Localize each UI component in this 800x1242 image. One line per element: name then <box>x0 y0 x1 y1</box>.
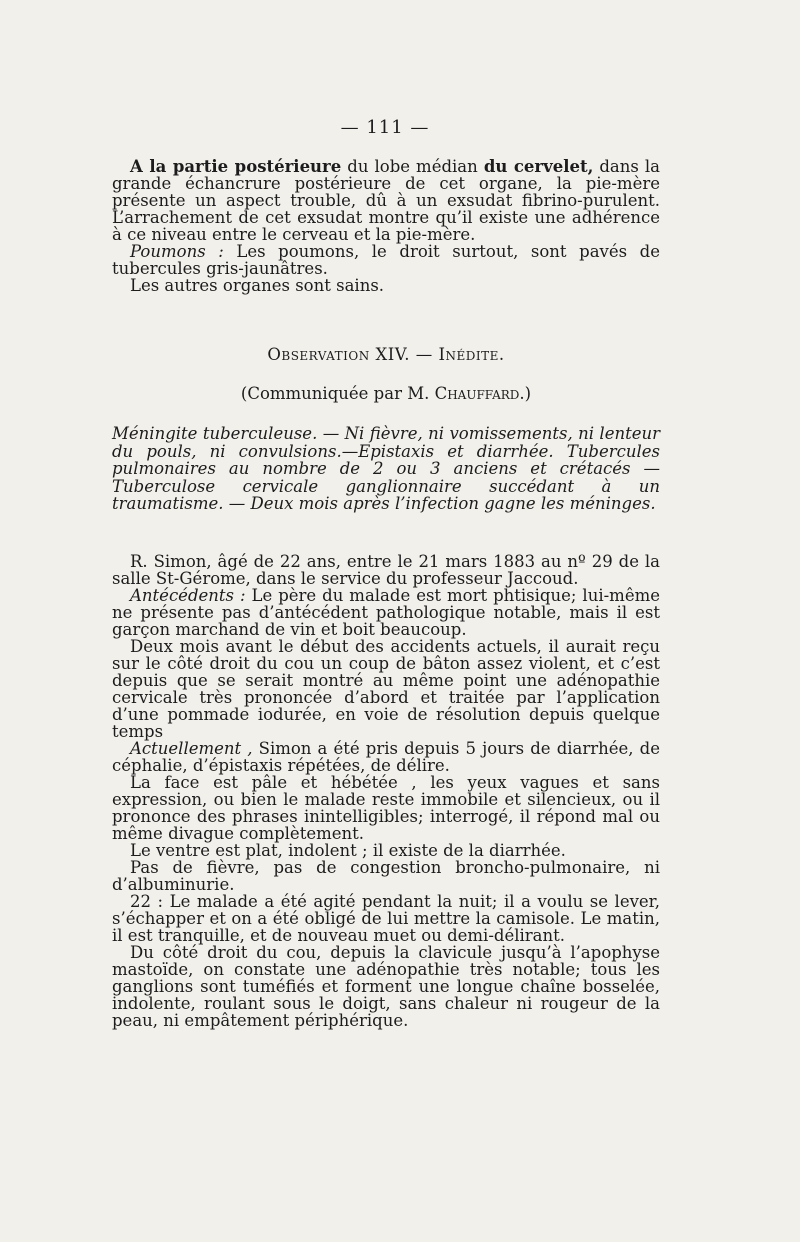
intro-paragraph-organes <box>112 277 660 294</box>
body-paragraph-1: R. Simon, âgé de 22 ans, entre le 21 mars 1883 au nº 29 de la salle St-Gérome, dans le service du professeur Jaccoud. <box>112 552 660 588</box>
observation-title: Observation XIV. — Inédite. <box>267 345 505 364</box>
observation-summary <box>112 425 660 513</box>
body-paragraph-9: Du côté droit du cou, depuis la clavicule jusqu’à l’apophyse mastoïde, on constate une adénopathie très notable; tous les ganglions sont tuméfiés et forment une longue chaîne bosselée, indolente, roulant sous le doigt, sans chaleur ni rougeur de la peau, ni empâtement périphérique. <box>112 943 660 1030</box>
poumons-label: Poumons : <box>130 242 224 261</box>
actuellement-text: Simon a été pris depuis 5 jours de diarrhée, de céphalie, d’épistaxis répétées, de délire. <box>112 739 660 775</box>
body-paragraph-5: La face est pâle et hébétée , les yeux vagues et sans expression, ou bien le malade reste immobile et silencieux, ou il prononce des phrases inintelligibles; interrogé, il répond mal ou même divague complètement. <box>112 773 660 843</box>
body-paragraph-7: Pas de fièvre, pas de congestion broncho-pulmonaire, ni d’albuminurie. <box>112 858 660 894</box>
communicated-name: Chauffard <box>434 384 520 403</box>
actuellement-label: Actuellement , <box>130 739 253 758</box>
body-paragraph-8: 22 : Le malade a été agité pendant la nuit; il a voulu se lever, s’échapper et on a été obligé de lui mettre la camisole. Le matin, il est tranquille, et de nouveau muet ou demi-délirant. <box>112 892 660 945</box>
page-number: — 111 — <box>340 117 430 138</box>
intro-tail: dans la grande échancrure postérieure de cet organe, la pie-mère présente un aspect trouble, dû à un exsudat fibrino-purulent. L’arrachement de cet exsudat montre qu’il existe une adhérence à ce niveau entre le cerveau et la pie-mère. <box>112 157 660 244</box>
body-paragraph-2 <box>112 587 660 638</box>
intro-lead: A la partie postérieure <box>130 157 342 176</box>
antecedents-label: Antécédents : <box>130 586 246 605</box>
body-paragraph-4 <box>112 740 660 774</box>
observation-communicated <box>112 384 660 403</box>
body-section <box>112 553 660 1029</box>
intro-bold-text: du cervelet, <box>483 157 594 176</box>
intro-paragraph-poumons <box>112 243 660 277</box>
summary-text: Méningite tuberculeuse. — Ni fièvre, ni vomissements, ni lenteur du pouls, ni convulsions.—Epistaxis et diarrhée. Tubercules pulmonaires au nombre de 2 ou 3 anciens et crétacés — Tuberculose cervicale ganglionnaire succédant à un traumatisme. — Deux mois après l’infection gagne les méninges. <box>112 424 660 513</box>
communicated-prefix: (Communiquée par M. <box>240 384 435 403</box>
intro-paragraph-cervelet <box>112 158 660 243</box>
antecedents-text: Le père du malade est mort phtisique; lui-même ne présente pas d’antécédent pathologique notable, mais il est garçon marchand de vin et boit beaucoup. <box>112 586 660 639</box>
body-paragraph-3: Deux mois avant le début des accidents actuels, il aurait reçu sur le côté droit du cou un coup de bâton assez violent, et c’est depuis que se serait montré au même point une adénopathie cervicale très prononcée d’abord et traitée par l’application d’une pommade iodurée, en voie de résolution depuis quelque temps <box>112 637 660 741</box>
poumons-text: Les poumons, le droit surtout, sont pavés de tubercules gris-jaunâtres. <box>112 242 660 278</box>
intro-section <box>112 158 660 294</box>
communicated-suffix: .) <box>519 384 532 403</box>
organes-text: Les autres organes sont sains. <box>130 276 385 295</box>
body-paragraph-6: Le ventre est plat, indolent ; il existe de la diarrhée. <box>130 841 566 860</box>
intro-text: du lobe médian <box>341 157 484 176</box>
